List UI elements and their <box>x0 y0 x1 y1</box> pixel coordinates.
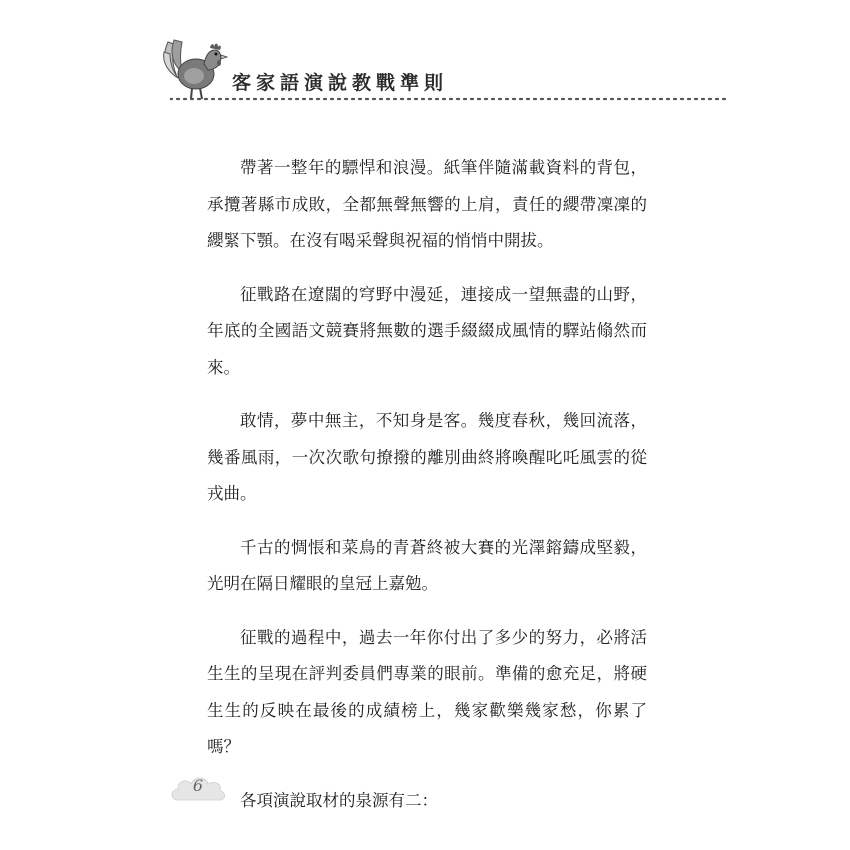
page-header <box>150 30 730 105</box>
paragraph: 征戰的過程中，過去一年你付出了多少的努力，必將活生生的呈現在評判委員們專業的眼前。準備的愈充足，將硬生生的反映在最後的成績榜上，幾家歡樂幾家愁，你累了嗎？ <box>207 627 647 756</box>
rooster-icon <box>160 34 228 102</box>
page-number: 6 <box>192 776 204 795</box>
page-footer <box>168 770 228 806</box>
paragraph: 千古的惆悵和菜鳥的青蒼終被大賽的光澤鎔鑄成堅毅，光明在隔日耀眼的皇冠上嘉勉。 <box>207 537 647 593</box>
dotted-divider <box>170 96 730 102</box>
paragraph: 征戰路在遼闊的穹野中漫延，連接成一望無盡的山野，年底的全國語文競賽將無數的選手綴綴成風情的驛站翛然而來。 <box>207 284 647 377</box>
paragraph: 敢情，夢中無主，不知身是客。幾度春秋，幾回流落，幾番風雨，一次次歌句撩撥的離別曲終將喚醒叱吒風雲的從戎曲。 <box>207 411 647 503</box>
page-title: 客家語演說教戰準則 <box>232 72 449 94</box>
paragraph: 帶著一整年的驃悍和浪漫。紙筆伴隨滿載資料的背包，承攬著縣市成敗，全都無聲無響的上肩，責任的纓帶凜凜的纓緊下顎。在沒有喝采聲與祝福的悄悄中開拔。 <box>207 158 647 250</box>
body-text <box>207 150 647 836</box>
paragraph: 各項演說取材的泉源有二： <box>240 790 438 810</box>
